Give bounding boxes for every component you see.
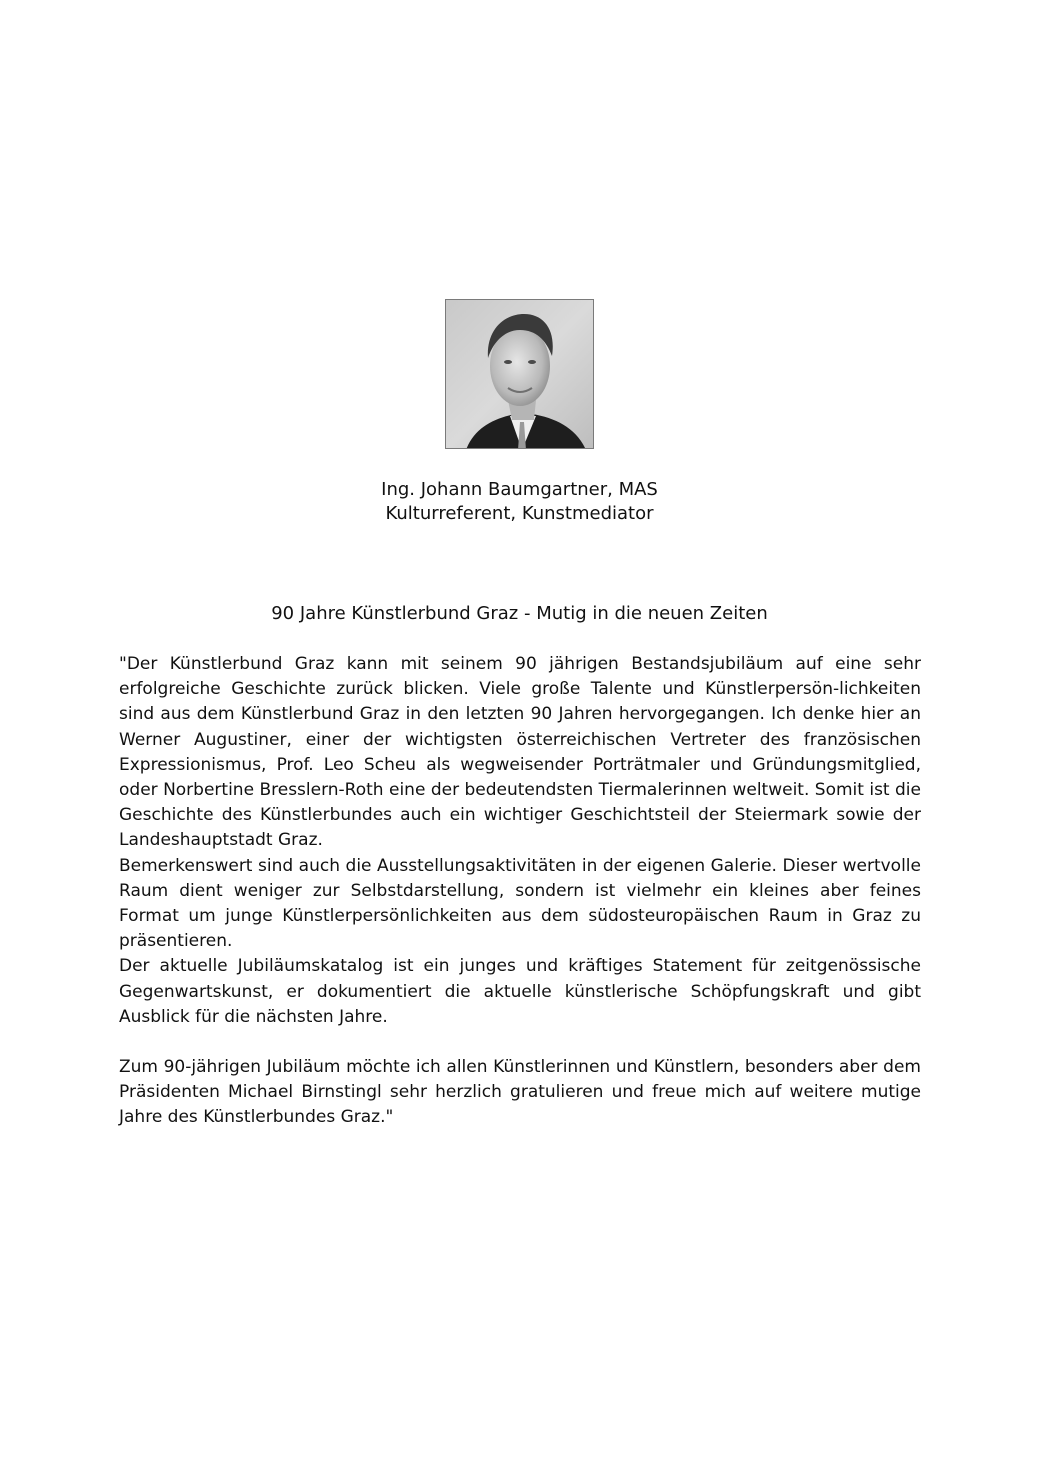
article-body bbox=[119, 652, 921, 1131]
portrait-image bbox=[446, 300, 594, 449]
author-name: Ing. Johann Baumgartner, MAS bbox=[381, 479, 658, 500]
author-role: Kulturreferent, Kunstmediator bbox=[385, 503, 654, 524]
body-paragraph: Bemerkenswert sind auch die Ausstellungsaktivitäten in der eigenen Galerie. Dieser wertvolle Raum dient weniger zur Selbstdarstellung, sondern ist vielmehr ein kleines aber feines Format um junge Künstlerpersönlichkeiten aus dem südosteuropäischen Raum in Graz zu präsentieren. bbox=[119, 855, 921, 952]
body-paragraph: "Der Künstlerbund Graz kann mit seinem 90 jährigen Bestandsjubiläum auf eine sehr erfolgreiche Geschichte zurück blicken. Viele große Talente und Künstlerpersön-lichkeiten sind aus dem Künstlerbund Graz in den letzten 90 Jahren hervorgegangen. Ich denke hier an Werner Augustiner, einer der wichtigsten österreichischen Vertreter des französischen Expressionismus, Prof. Leo Scheu als wegweisender Porträtmaler und Gründungsmitglied, oder Norbertine Bresslern-Roth eine der bedeutendsten Tiermalerinnen weltweit. Somit ist die Geschichte des Künstlerbundes auch ein wichtiger Geschichtsteil der Steiermark sowie der Landeshauptstadt Graz. bbox=[119, 654, 921, 851]
body-paragraph: Der aktuelle Jubiläumskatalog ist ein junges und kräftiges Statement für zeitgenössische Gegenwartskunst, er dokumentiert die aktuelle künstlerische Schöpfungskraft und gibt Ausblick für die nächsten Jahre. bbox=[119, 956, 921, 1027]
body-paragraph: Zum 90-jährigen Jubiläum möchte ich allen Künstlerinnen und Künstlern, besonders aber dem Präsidenten Michael Birnstingl sehr herzlich gratulieren und freue mich auf weitere mutige Jahre des Künstlerbundes Graz." bbox=[119, 1057, 921, 1128]
article-title: 90 Jahre Künstlerbund Graz - Mutig in die neuen Zeiten bbox=[271, 603, 768, 624]
author-portrait bbox=[445, 299, 594, 449]
